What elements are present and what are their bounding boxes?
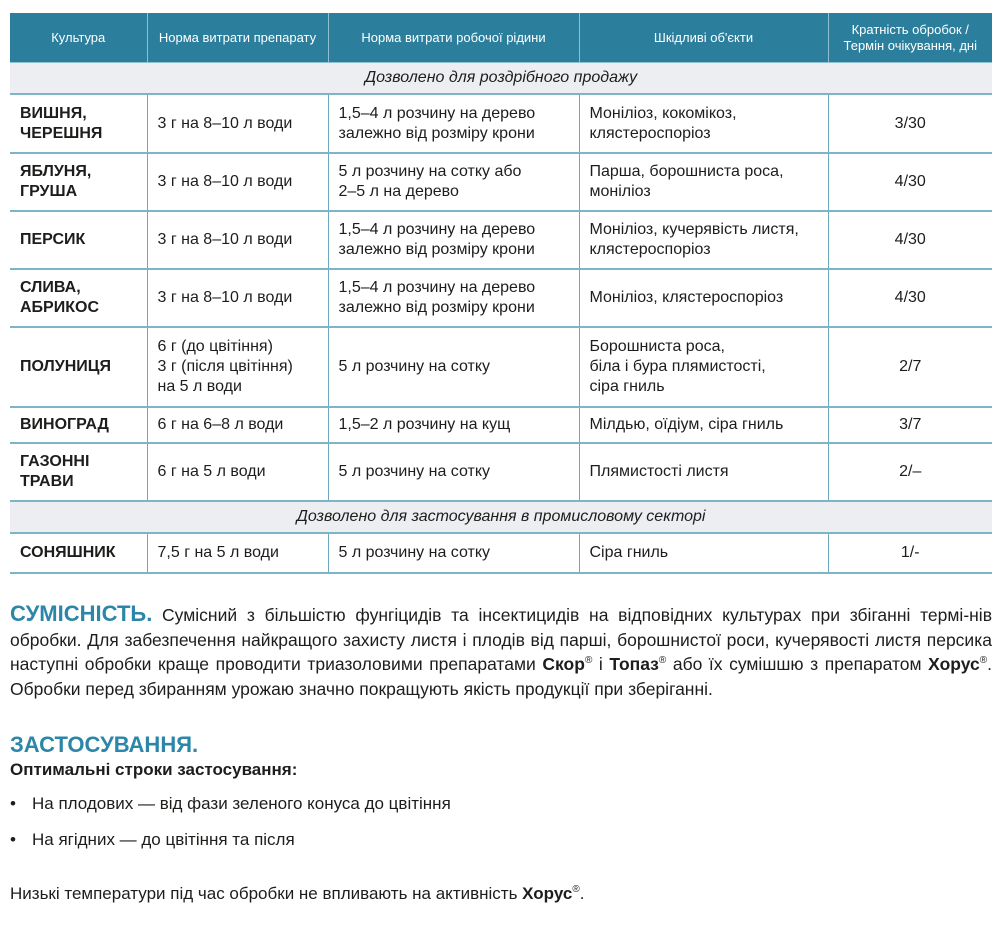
liquid-rate-cell: 5 л розчину на сотку: [328, 533, 579, 573]
table-row: [10, 327, 992, 407]
frequency-cell: 2/–: [828, 443, 992, 501]
section-row-industrial: [10, 501, 992, 533]
crop-cell: ВИШНЯ, ЧЕРЕШНЯ: [10, 94, 147, 153]
application-list: [10, 792, 451, 864]
product-rate-cell: 7,5 г на 5 л води: [147, 533, 328, 573]
product-rate-cell: 6 г (до цвітіння) 3 г (після цвітіння) на 5 л води: [147, 327, 328, 407]
liquid-rate-cell: 1,5–2 л розчину на кущ: [328, 407, 579, 443]
frequency-cell: 4/30: [828, 153, 992, 211]
note-text: Низькі температури під час обробки не впливають на активність: [10, 884, 523, 903]
compatibility-paragraph: [10, 602, 992, 701]
product-name-horus: Хорус: [928, 654, 980, 674]
table-header-row: [10, 13, 992, 63]
bullet-icon: •: [10, 830, 16, 849]
application-subheading: Оптимальні строки застосування:: [10, 760, 298, 779]
compatibility-text: Сумісний з більшістю фунгіцидів та інсектицидів на відповідних культурах при збіганні термі-нів обробки. Для забезпечення найкращого захисту листя і плодів від парші, борошнистої роси, кучерявості листя персика наступні обробки краще проводити триазоловими препаратами: [10, 605, 992, 674]
frequency-cell: 1/-: [828, 533, 992, 573]
compatibility-text: або їх сумішшю з препаратом: [666, 654, 929, 674]
pests-cell: Парша, борошниста роса, моніліоз: [579, 153, 828, 211]
crop-cell: ВИНОГРАД: [10, 407, 147, 443]
table-row: [10, 443, 992, 501]
pests-cell: Моніліоз, кокомікоз, клястероспоріоз: [579, 94, 828, 153]
header-pests: Шкідливі об'єкти: [579, 13, 828, 63]
pests-cell: Моніліоз, кучерявість листя, клястероспоріоз: [579, 211, 828, 269]
crop-cell: СОНЯШНИК: [10, 533, 147, 573]
table-row: [10, 94, 992, 153]
header-product-rate: Норма витрати препарату: [147, 13, 328, 63]
frequency-cell: 4/30: [828, 211, 992, 269]
liquid-rate-cell: 1,5–4 л розчину на дерево залежно від розміру крони: [328, 269, 579, 327]
registered-mark: ®: [979, 655, 988, 666]
liquid-rate-cell: 5 л розчину на сотку або 2–5 л на дерево: [328, 153, 579, 211]
registered-mark: ®: [658, 655, 667, 666]
note-end: .: [579, 884, 585, 903]
frequency-cell: 3/30: [828, 94, 992, 153]
list-item: [10, 792, 451, 828]
header-liquid-rate: Норма витрати робочої рідини: [328, 13, 579, 63]
pests-cell: Мілдью, оїдіум, сіра гниль: [579, 407, 828, 443]
table-row: [10, 153, 992, 211]
compatibility-text: і: [592, 654, 610, 674]
compatibility-heading: СУМІСНІСТЬ.: [10, 601, 153, 626]
header-crop: Культура: [10, 13, 147, 63]
liquid-rate-cell: 1,5–4 л розчину на дерево залежно від розміру крони: [328, 211, 579, 269]
product-rate-cell: 3 г на 8–10 л води: [147, 269, 328, 327]
frequency-cell: 4/30: [828, 269, 992, 327]
product-rate-cell: 6 г на 6–8 л води: [147, 407, 328, 443]
list-item: [10, 828, 451, 864]
liquid-rate-cell: 1,5–4 л розчину на дерево залежно від розміру крони: [328, 94, 579, 153]
product-name-horus: Хорус: [522, 884, 573, 903]
section-title: Дозволено для роздрібного продажу: [10, 63, 992, 95]
list-item-text: На ягідних — до цвітіння та після: [32, 830, 295, 849]
frequency-cell: 2/7: [828, 327, 992, 407]
table-row: [10, 269, 992, 327]
crop-cell: ПЕРСИК: [10, 211, 147, 269]
crop-cell: ЯБЛУНЯ, ГРУША: [10, 153, 147, 211]
product-rate-cell: 3 г на 8–10 л води: [147, 94, 328, 153]
compatibility-text: . Обробки перед збиранням урожаю значно покращують якість продукції при зберіганні.: [10, 654, 992, 699]
registered-mark: ®: [584, 655, 593, 666]
application-heading: ЗАСТОСУВАННЯ.: [10, 732, 199, 757]
liquid-rate-cell: 5 л розчину на сотку: [328, 327, 579, 407]
pests-cell: Моніліоз, клястероспоріоз: [579, 269, 828, 327]
crop-cell: ПОЛУНИЦЯ: [10, 327, 147, 407]
product-rate-cell: 3 г на 8–10 л води: [147, 153, 328, 211]
section-row-retail: [10, 63, 992, 95]
bullet-icon: •: [10, 794, 16, 813]
product-name-skor: Скор: [542, 654, 585, 674]
crop-cell: СЛИВА, АБРИКОС: [10, 269, 147, 327]
section-title: Дозволено для застосування в промисловому секторі: [10, 501, 992, 533]
table-row: [10, 211, 992, 269]
temperature-note: [10, 884, 584, 904]
product-name-topaz: Топаз: [609, 654, 659, 674]
pests-cell: Борошниста роса, біла і бура плямистості, сіра гниль: [579, 327, 828, 407]
pests-cell: Плямистості листя: [579, 443, 828, 501]
product-rate-cell: 6 г на 5 л води: [147, 443, 328, 501]
table-row: [10, 533, 992, 573]
liquid-rate-cell: 5 л розчину на сотку: [328, 443, 579, 501]
pests-cell: Сіра гниль: [579, 533, 828, 573]
list-item-text: На плодових — від фази зеленого конуса до цвітіння: [32, 794, 451, 813]
registered-mark: ®: [572, 884, 580, 895]
table-row: [10, 407, 992, 443]
product-rate-cell: 3 г на 8–10 л води: [147, 211, 328, 269]
application-rates-table: [10, 13, 992, 574]
header-frequency: Кратність обробок / Термін очікування, дні: [828, 13, 992, 63]
frequency-cell: 3/7: [828, 407, 992, 443]
crop-cell: ГАЗОННІ ТРАВИ: [10, 443, 147, 501]
